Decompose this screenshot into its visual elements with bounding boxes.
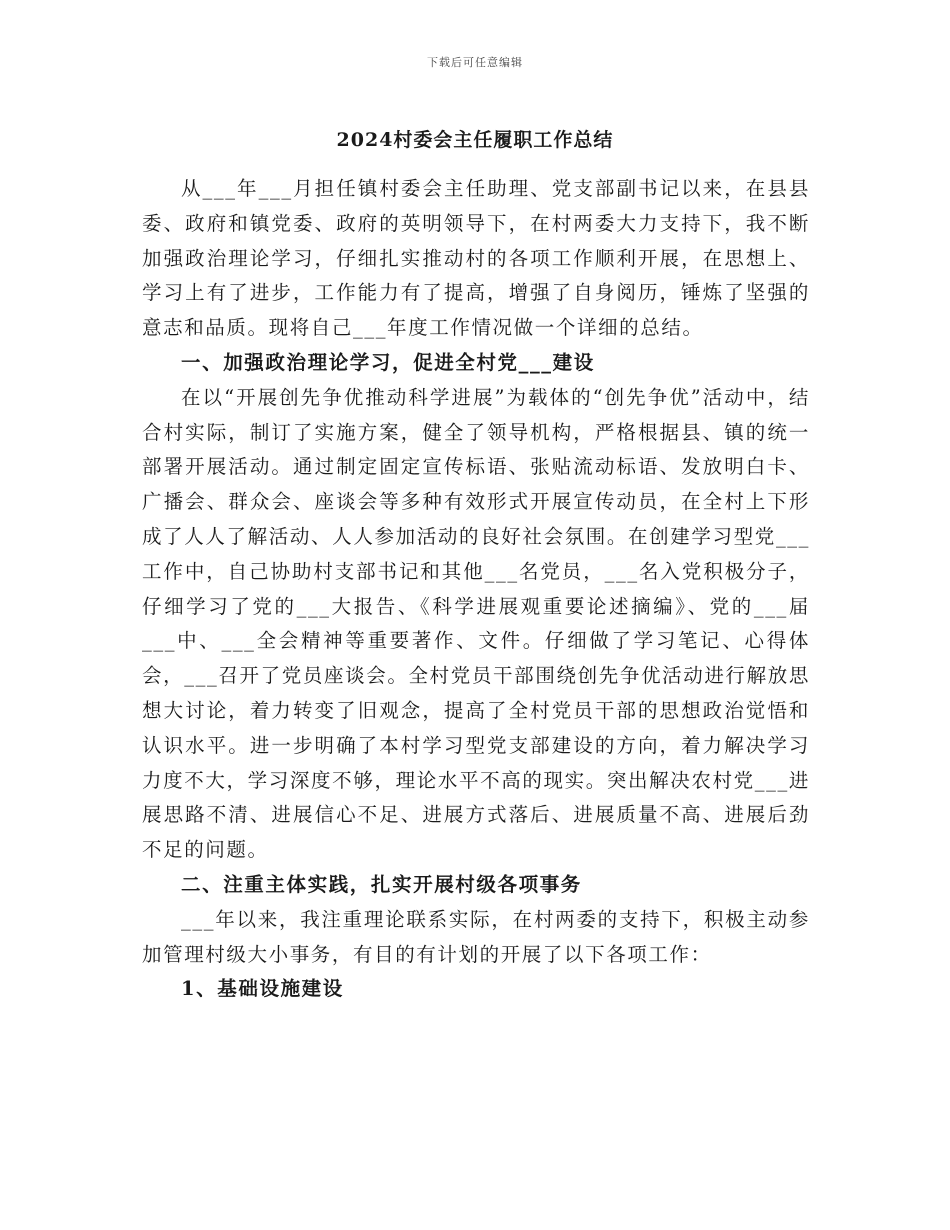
section-heading-1: 一、加强政治理论学习，促进全村党___建设 [181,350,595,374]
document-title: 2024村委会主任履职工作总结 [336,129,614,151]
section-2-paragraph: ___年以来，我注重理论联系实际，在村两委的支持下，积极主动参加管理村级大小事务，有目的有计划的开展了以下各项工作： [142,907,810,966]
subsection-heading-1: 1、基础设施建设 [181,977,344,1001]
section-heading-2: 二、注重主体实践，扎实开展村级各项事务 [181,872,582,896]
section-1-paragraph: 在以“开展创先争优推动科学进展”为载体的“创先争优”活动中，结合村实际，制订了实施方案，健全了领导机构，严格根据县、镇的统一部署开展活动。通过制定固定宣传标语、张贴流动标语、发放明白卡、广播会、群众会、座谈会等多种有效形式开展宣传动员，在全村上下形成了人人了解活动、人人参加活动的良好社会氛围。在创建学习型党___工作中，自己协助村支部书记和其他___名党员，___名入党积极分子，仔细学习了党的___大报告、《科学进展观重要论述摘编》、党的___届___中、___全会精神等重要著作、文件。仔细做了学习笔记、心得体会，___召开了党员座谈会。全村党员干部围绕创先争优活动进行解放思想大讨论，着力转变了旧观念，提高了全村党员干部的思想政治觉悟和认识水平。进一步明确了本村学习型党支部建设的方向，着力解决学习力度不大，学习深度不够，理论水平不高的现实。突出解决农村党___进展思路不清、进展信心不足、进展方式落后、进展质量不高、进展后劲不足的问题。 [142,385,810,862]
header-note: 下载后可任意编辑 [427,56,523,69]
document-body [142,172,810,1007]
intro-paragraph: 从___年___月担任镇村委会主任助理、党支部副书记以来，在县县委、政府和镇党委、政府的英明领导下，在村两委大力支持下，我不断加强政治理论学习，仔细扎实推动村的各项工作顺利开展，在思想上、学习上有了进步，工作能力有了提高，增强了自身阅历，锤炼了坚强的意志和品质。现将自己___年度工作情况做一个详细的总结。 [142,177,810,340]
